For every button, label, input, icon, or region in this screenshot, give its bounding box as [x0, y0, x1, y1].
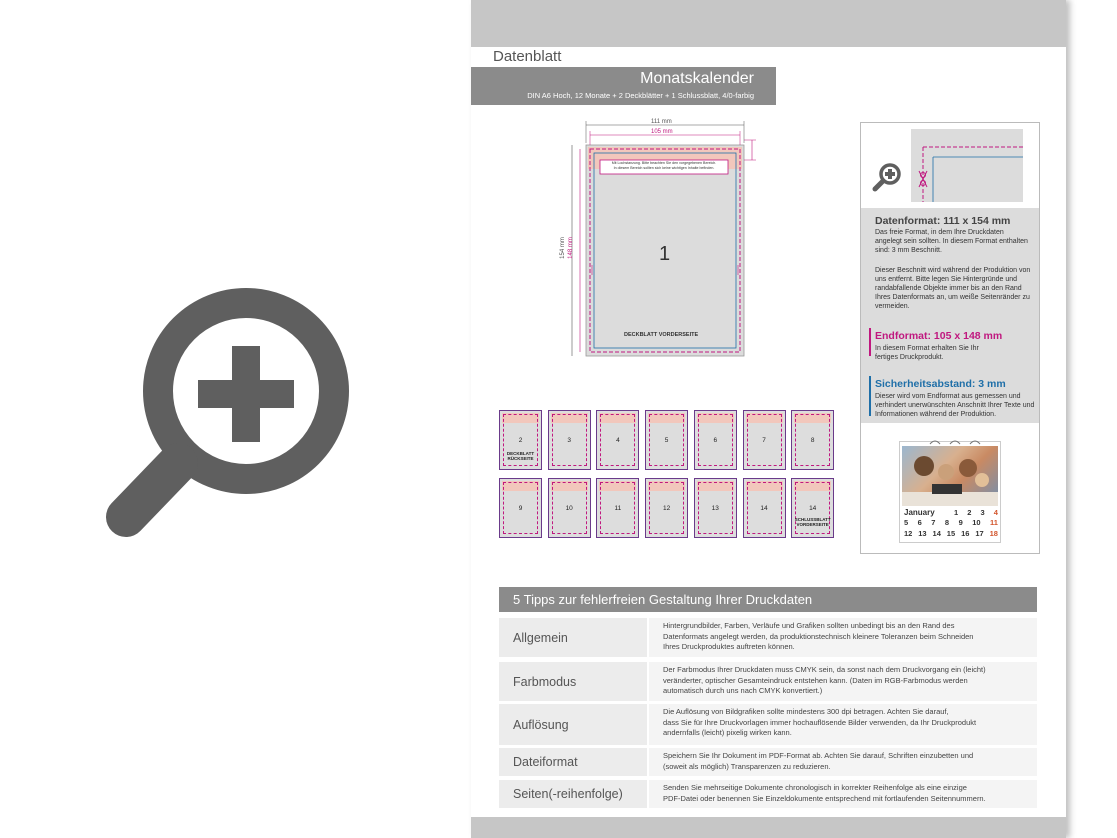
- page-thumbnails: [499, 410, 839, 540]
- calendar-week-2: [904, 518, 998, 527]
- page-thumbnail: [645, 478, 688, 538]
- page-thumbnail: [548, 410, 591, 470]
- thumb-label: SCHLUSSBLATT VORDERSEITE: [794, 517, 831, 527]
- page-number: 1: [659, 243, 671, 265]
- bottom-bar: [471, 817, 1066, 838]
- tip-row: [499, 780, 1037, 808]
- tip-row: [499, 662, 1037, 701]
- top-bar: [471, 0, 1066, 47]
- calendar-month: January: [904, 508, 935, 517]
- calendar-day: 6: [917, 518, 922, 527]
- calendar-day: 8: [944, 518, 950, 527]
- zoom-small-icon[interactable]: [871, 161, 903, 198]
- thumb-number: 13: [711, 505, 719, 512]
- tip-label: Farbmodus: [499, 662, 647, 701]
- page-thumbnail: [596, 410, 639, 470]
- sicherheit-marker: [869, 376, 871, 416]
- page-thumbnail: [694, 478, 737, 538]
- calendar-week-1: [954, 508, 998, 517]
- thumb-number: 6: [713, 437, 718, 444]
- calendar-day: 18: [989, 529, 998, 538]
- width-inner-label: 105 mm: [651, 129, 673, 135]
- tip-text-line: Hintergrundbilder, Farben, Verläufe und Grafiken sollten unbedingt bis an den Rand des: [663, 621, 955, 630]
- calendar-photo: [902, 446, 998, 506]
- title-bar: [471, 67, 776, 105]
- tip-text-line: andernfalls (leicht) pixelig wirken kann.: [663, 728, 792, 737]
- endformat-text: In diesem Format erhalten Sie Ihr fertiges Druckprodukt.: [875, 345, 979, 361]
- calendar-day: 10: [972, 518, 981, 527]
- tip-label: Auflösung: [499, 704, 647, 745]
- tip-text-line: Datenformats angelegt werden, da produktionstechnisch kleinere Toleranzen beim Schneiden: [663, 631, 974, 641]
- page-thumbnail: [596, 478, 639, 538]
- thumb-number: 11: [614, 505, 622, 512]
- page-thumbnail: [743, 478, 786, 538]
- datenformat-title: Datenformat: 111 x 154 mm: [875, 215, 1011, 227]
- product-title: Monatskalender: [640, 70, 754, 87]
- thumb-number: 12: [662, 505, 671, 512]
- thumb-number: 9: [518, 505, 523, 512]
- endformat-title: Endformat: 105 x 148 mm: [875, 330, 1003, 342]
- calendar-day: 5: [904, 518, 909, 527]
- thumb-number: 2: [518, 437, 523, 444]
- tip-text: [649, 780, 1037, 808]
- page-thumbnail: [694, 410, 737, 470]
- tip-text-line: Die Auflösung von Bildgrafiken sollte mindestens 300 dpi betragen. Achten Sie darauf,: [663, 707, 949, 716]
- calendar-day: 16: [961, 529, 970, 538]
- page-thumbnail: [791, 478, 834, 538]
- calendar-week-3: [904, 529, 998, 538]
- height-outer-label: 154 mm: [559, 237, 566, 259]
- tip-text: [649, 704, 1037, 745]
- thumb-number: 3: [567, 437, 571, 444]
- tip-text-line: Senden Sie mehrseitige Dokumente chronologisch in korrekter Reihenfolge als eine einzige: [663, 783, 967, 792]
- calendar-preview: [899, 441, 1001, 543]
- calendar-day: 4: [993, 508, 998, 517]
- tip-text-line: dass Sie für Ihre Druckvorlagen immer hochauflösende Bilder verwenden, da Ihr Druckprodukt: [663, 717, 977, 727]
- calendar-day: 7: [931, 518, 936, 527]
- tip-row: [499, 704, 1037, 745]
- tip-text-line: Speichern Sie Ihr Dokument im PDF-Format ab. Achten Sie darauf, Schriften einzubetten und: [663, 751, 974, 760]
- tip-text: [649, 748, 1037, 776]
- thumb-number: 5: [664, 437, 669, 444]
- page-thumbnail: [645, 410, 688, 470]
- tip-text-line: veränderter, optischer Gesamteindruck entstehen kann. (Daten im RGB-Farbmodus werden: [663, 675, 968, 685]
- tip-text-line: Ihres Druckproduktes auftreten können.: [663, 642, 795, 651]
- tip-text-line: Der Farbmodus Ihrer Druckdaten muss CMYK sein, da sonst nach dem Druckvorgang ein (leicht): [663, 665, 986, 674]
- calendar-day: 12: [904, 529, 913, 538]
- datenformat-text-2: Dieser Beschnitt wird während der Produktion von uns entfernt. Bitte legen Sie Hintergründe und randabfallende Objekte immer bis an den Rand Ihres Datenformats an, um weiße Seitenränder zu vermeiden.: [875, 267, 1031, 310]
- calendar-day: 2: [967, 508, 972, 517]
- calendar-day: 13: [918, 529, 927, 538]
- tip-row: [499, 618, 1037, 657]
- page-thumbnail: [499, 410, 542, 470]
- tip-text-line: PDF-Datei oder benennen Sie Einzeldokumente entsprechend mit fortlaufenden Seitennummern.: [663, 793, 986, 803]
- thumb-number: 8: [810, 437, 815, 444]
- thumb-number: 14: [809, 505, 817, 512]
- thumb-number: 7: [762, 437, 766, 444]
- page-label: DECKBLATT VORDERSEITE: [624, 332, 699, 338]
- tip-row: [499, 748, 1037, 776]
- tip-text: [649, 618, 1037, 657]
- tips-header: 5 Tipps zur fehlerfreien Gestaltung Ihrer Druckdaten: [499, 587, 1037, 612]
- page-thumbnail: [548, 478, 591, 538]
- calendar-day: 9: [958, 518, 963, 527]
- calendar-day: 3: [980, 508, 985, 517]
- calendar-day: 1: [954, 508, 959, 517]
- height-inner-label: 148 mm: [567, 237, 574, 259]
- datasheet-tab: Datenblatt: [471, 47, 591, 67]
- calendar-day: 17: [975, 529, 984, 538]
- corner-detail: [911, 129, 1023, 202]
- thumb-label: DECKBLATT RÜCKSEITE: [506, 451, 535, 461]
- tip-text-line: (soweit als möglich) Transparenzen zu reduzieren.: [663, 761, 831, 771]
- sicherheit-title: Sicherheitsabstand: 3 mm: [875, 378, 1006, 390]
- tip-label: Seiten(-reihenfolge): [499, 780, 647, 808]
- tip-label: Dateiformat: [499, 748, 647, 776]
- width-outer-label: 111 mm: [651, 119, 672, 125]
- calendar-day: 14: [932, 529, 941, 538]
- calendar-day: 15: [946, 529, 956, 538]
- tip-text: [649, 662, 1037, 701]
- info-text-area: [861, 208, 1039, 423]
- sicherheit-text: Dieser wird vom Endformat aus gemessen und verhindert unerwünschten Anschnitt Ihrer Texte und Informationen während der Produktion.: [875, 393, 1035, 418]
- page-thumbnail: [743, 410, 786, 470]
- thumb-number: 4: [616, 437, 620, 444]
- punch-note: Mit Lochstanzung. Bitte beachten Sie den vorgegebenen Bereich. In diesem Bereich sollten sich keine wichtigen Inhalte befinden.: [611, 161, 717, 170]
- endformat-marker: [869, 328, 871, 356]
- datenformat-text-1: Das freie Format, in dem Ihre Druckdaten angelegt sein sollten. In diesem Format enthalten sind: 3 mm Beschnitt.: [875, 229, 1028, 254]
- product-subtitle: DIN A6 Hoch, 12 Monate + 2 Deckblätter + 1 Schlussblatt, 4/0-farbig: [527, 91, 754, 100]
- page-thumbnail: [499, 478, 542, 538]
- thumb-number: 14: [760, 505, 768, 512]
- tip-text-line: automatisch durch uns nach CMYK konvertiert.): [663, 686, 823, 695]
- calendar-day: 11: [990, 518, 998, 527]
- thumb-number: 10: [565, 505, 573, 512]
- format-diagram: [559, 115, 766, 365]
- info-panel: [860, 122, 1040, 554]
- datasheet-page: [471, 0, 1066, 838]
- tip-label: Allgemein: [499, 618, 647, 657]
- zoom-in-icon[interactable]: [100, 285, 360, 547]
- page-thumbnail: [791, 410, 834, 470]
